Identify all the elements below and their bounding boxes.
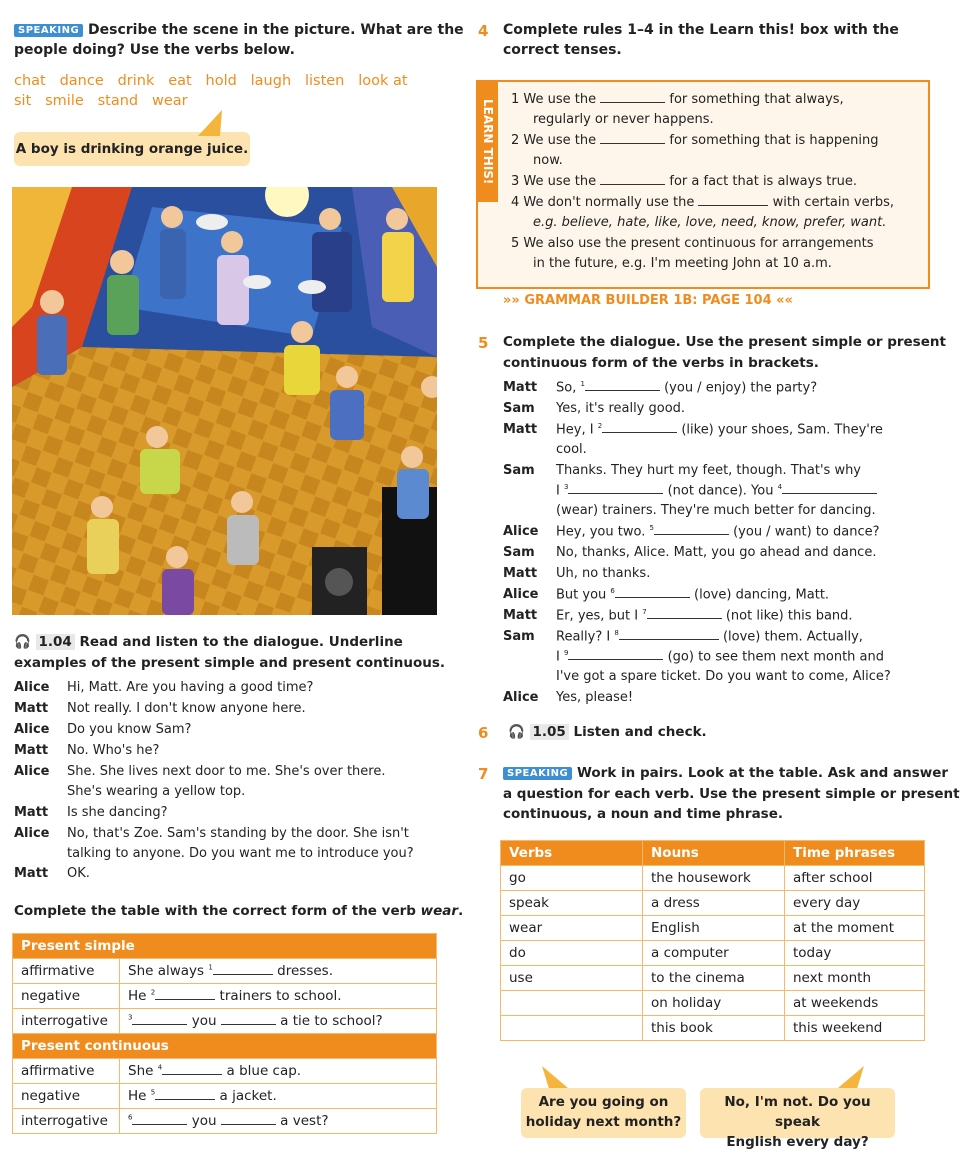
ex6-instruction bbox=[508, 724, 707, 740]
dialogue-line: No, that's Zoe. Sam's standing by the door. She isn't bbox=[67, 826, 409, 841]
table-row bbox=[501, 941, 925, 966]
speaking-badge: SPEAKING bbox=[14, 24, 83, 37]
answer-blank[interactable] bbox=[213, 974, 273, 975]
ex3-instruction-text: Complete the table with the correct form of the verb bbox=[14, 903, 416, 919]
table-cell: to the cinema bbox=[643, 966, 785, 991]
answer-blank[interactable] bbox=[568, 659, 663, 660]
dialogue-line: Do you know Sam? bbox=[67, 722, 192, 737]
table-cell: He $^2$ trainers to school. bbox=[120, 984, 437, 1009]
answer-blank[interactable] bbox=[162, 1074, 222, 1075]
table-cell: $^3$ you a tie to school? bbox=[120, 1009, 437, 1034]
table-row bbox=[501, 916, 925, 941]
question-line1: Are you going on bbox=[538, 1094, 669, 1110]
table-cell: this weekend bbox=[785, 1016, 925, 1041]
ex7-number: 7 bbox=[478, 765, 489, 783]
table-row bbox=[501, 991, 925, 1016]
verb: eat bbox=[168, 73, 192, 89]
answer-blank[interactable] bbox=[698, 205, 768, 206]
speaker: Matt bbox=[503, 380, 538, 395]
table-cell: use bbox=[501, 966, 643, 991]
answer-blank[interactable] bbox=[155, 999, 215, 1000]
speaker: Sam bbox=[503, 629, 535, 644]
answer-line1: No, I'm not. Do you speak bbox=[724, 1094, 871, 1130]
speaker: Alice bbox=[14, 764, 50, 779]
ex1-instruction-line1: Describe the scene in the picture. What are the bbox=[88, 22, 464, 38]
dialogue-line: She. She lives next door to me. She's over there. bbox=[67, 764, 386, 779]
answer-blank[interactable] bbox=[568, 493, 663, 494]
dialogue-line: OK. bbox=[67, 866, 90, 881]
answer-line2: English every day? bbox=[726, 1134, 869, 1150]
ex7-instruction-line3: continuous, a noun and time phrase. bbox=[503, 806, 784, 822]
example-sentence: A boy is drinking orange juice. bbox=[15, 141, 249, 157]
audio-track-number: 1.05 bbox=[530, 724, 569, 740]
verb: wear bbox=[151, 93, 188, 109]
speaker: Alice bbox=[503, 524, 539, 539]
dialogue-line: Is she dancing? bbox=[67, 805, 168, 820]
ex5-number: 5 bbox=[478, 334, 489, 352]
table-cell: a dress bbox=[643, 891, 785, 916]
speaker: Matt bbox=[503, 608, 538, 623]
answer-blank[interactable] bbox=[600, 184, 665, 185]
table-cell bbox=[501, 1016, 643, 1041]
table-cell: the housework bbox=[643, 866, 785, 891]
speaker: Matt bbox=[503, 422, 538, 437]
dialogue-line: I $^3$ (not dance). You $^4$ bbox=[556, 483, 877, 498]
speaker: Matt bbox=[14, 805, 49, 820]
table-row bbox=[501, 1016, 925, 1041]
ex2-instruction-line1 bbox=[14, 634, 403, 650]
dialogue-line: Really? I $^8$ (love) them. Actually, bbox=[556, 629, 863, 645]
row-label: negative bbox=[13, 984, 120, 1009]
rule-5: 5 We also use the present continuous for arrangements bbox=[511, 236, 874, 251]
audio-track-number: 1.04 bbox=[36, 634, 75, 650]
verb: sit bbox=[14, 93, 32, 109]
table-row bbox=[13, 1009, 437, 1034]
table-cell: a computer bbox=[643, 941, 785, 966]
verb: stand bbox=[97, 93, 139, 109]
table-cell: He $^5$ a jacket. bbox=[120, 1084, 437, 1109]
double-chevron-right-icon: »» bbox=[503, 293, 520, 308]
speaker: Alice bbox=[14, 826, 50, 841]
rule-1: 1 We use the for something that always, bbox=[511, 92, 844, 107]
table-cell: speak bbox=[501, 891, 643, 916]
column-header: Nouns bbox=[643, 841, 785, 866]
question-line2: holiday next month? bbox=[525, 1114, 682, 1130]
dialogue-line: No, thanks, Alice. Matt, you go ahead and dance. bbox=[556, 545, 877, 560]
double-chevron-left-icon: «« bbox=[776, 293, 793, 308]
dialogue-line: cool. bbox=[556, 442, 587, 457]
table-cell: wear bbox=[501, 916, 643, 941]
row-label: affirmative bbox=[13, 1059, 120, 1084]
answer-blank[interactable] bbox=[221, 1124, 276, 1125]
speaker: Sam bbox=[503, 401, 535, 416]
table-cell: at weekends bbox=[785, 991, 925, 1016]
verb-forms-table bbox=[12, 933, 437, 1134]
answer-blank[interactable] bbox=[619, 639, 719, 640]
rule-1-cont: regularly or never happens. bbox=[533, 112, 714, 127]
learn-this-tab: LEARN THIS! bbox=[478, 82, 498, 202]
row-label: affirmative bbox=[13, 959, 120, 984]
answer-blank[interactable] bbox=[615, 597, 690, 598]
verb: hold bbox=[205, 73, 237, 89]
section-header: Present continuous bbox=[13, 1034, 437, 1059]
table-cell: She $^4$ a blue cap. bbox=[120, 1059, 437, 1084]
table-cell: English bbox=[643, 916, 785, 941]
rule-4-examples: e.g. believe, hate, like, love, need, know, prefer, want. bbox=[533, 215, 887, 230]
verb: smile bbox=[45, 93, 84, 109]
speaker: Alice bbox=[14, 722, 50, 737]
verb: listen bbox=[304, 73, 345, 89]
dialogue-line: But you $^6$ (love) dancing, Matt. bbox=[556, 587, 830, 603]
bubble-tail bbox=[190, 110, 230, 136]
dialogue-line: Hey, you two. $^5$ (you / want) to dance? bbox=[556, 524, 880, 540]
rule-3: 3 We use the for a fact that is always true. bbox=[511, 174, 858, 189]
verb: dance bbox=[59, 73, 104, 89]
table-row bbox=[13, 959, 437, 984]
learn-this-box bbox=[476, 80, 930, 289]
answer-blank[interactable] bbox=[221, 1024, 276, 1025]
table-cell: $^6$ you a vest? bbox=[120, 1109, 437, 1134]
ex4-instruction-line2: correct tenses. bbox=[503, 42, 622, 58]
table-cell: today bbox=[785, 941, 925, 966]
dialogue-line: Yes, it's really good. bbox=[556, 401, 686, 416]
speaker: Sam bbox=[503, 545, 535, 560]
ex4-instruction-line1: Complete rules 1–4 in the Learn this! box with the bbox=[503, 22, 899, 38]
audio-icon[interactable]: 🎧 bbox=[508, 724, 525, 740]
audio-icon[interactable]: 🎧 bbox=[14, 634, 31, 650]
answer-speech-bubble bbox=[700, 1088, 895, 1150]
verb: drink bbox=[117, 73, 155, 89]
speaker: Matt bbox=[503, 566, 538, 581]
dialogue-line: Not really. I don't know anyone here. bbox=[67, 701, 306, 716]
rule-4: 4 We don't normally use the with certain verbs, bbox=[511, 195, 895, 210]
table-cell: She always $^1$ dresses. bbox=[120, 959, 437, 984]
dialogue-line: (wear) trainers. They're much better for dancing. bbox=[556, 503, 876, 518]
ex3-instruction: Complete the table with the correct form of the verb wear. bbox=[14, 903, 464, 919]
dialogue-line: So, $^1$ (you / enjoy) the party? bbox=[556, 380, 818, 396]
ex2-instruction-line2: examples of the present simple and present continuous. bbox=[14, 655, 446, 671]
dialogue-line: Hey, I $^2$ (like) your shoes, Sam. They're bbox=[556, 422, 883, 438]
ex7-instruction-line2: a question for each verb. Use the present simple or present bbox=[503, 786, 960, 802]
ex1-instruction-line2: people doing? Use the verbs below. bbox=[14, 42, 295, 58]
table-cell: go bbox=[501, 866, 643, 891]
dialogue-line: Er, yes, but I $^7$ (not like) this band. bbox=[556, 608, 853, 624]
speaker: Alice bbox=[503, 690, 539, 705]
party-illustration bbox=[12, 187, 437, 615]
answer-blank[interactable] bbox=[155, 1099, 215, 1100]
verb: chat bbox=[14, 73, 46, 89]
dialogue-line: I $^9$ (go) to see them next month and bbox=[556, 649, 885, 665]
table-row bbox=[13, 984, 437, 1009]
ex5-instruction-line2: continuous form of the verbs in brackets. bbox=[503, 355, 819, 371]
speaker: Alice bbox=[503, 587, 539, 602]
answer-blank[interactable] bbox=[585, 390, 660, 391]
speaker: Matt bbox=[14, 866, 49, 881]
answer-blank[interactable] bbox=[132, 1124, 187, 1125]
table-row bbox=[501, 866, 925, 891]
table-row bbox=[501, 891, 925, 916]
ex2-instruction-text: Read and listen to the dialogue. Underline bbox=[79, 634, 403, 650]
rule-5-cont: in the future, e.g. I'm meeting John at 10 a.m. bbox=[533, 256, 832, 271]
speaker: Sam bbox=[503, 463, 535, 478]
dialogue-line: Uh, no thanks. bbox=[556, 566, 651, 581]
dialogue-line: I've got a spare ticket. Do you want to come, Alice? bbox=[556, 669, 891, 684]
table-cell bbox=[501, 991, 643, 1016]
table-cell: do bbox=[501, 941, 643, 966]
example-speech-bubble bbox=[14, 132, 250, 166]
answer-blank[interactable] bbox=[602, 432, 677, 433]
grammar-builder-text: GRAMMAR BUILDER 1B: PAGE 104 bbox=[524, 293, 772, 308]
ex6-number: 6 bbox=[478, 724, 489, 742]
table-row bbox=[501, 966, 925, 991]
answer-blank[interactable] bbox=[600, 102, 665, 103]
speaker: Matt bbox=[14, 743, 49, 758]
grammar-builder-link[interactable] bbox=[503, 293, 793, 308]
table-cell: after school bbox=[785, 866, 925, 891]
row-label: negative bbox=[13, 1084, 120, 1109]
table-cell: this book bbox=[643, 1016, 785, 1041]
speaker: Alice bbox=[14, 680, 50, 695]
table-cell: next month bbox=[785, 966, 925, 991]
row-label: interrogative bbox=[13, 1009, 120, 1034]
dialogue-line: Yes, please! bbox=[556, 690, 634, 705]
dialogue-line: Hi, Matt. Are you having a good time? bbox=[67, 680, 314, 695]
row-label: interrogative bbox=[13, 1109, 120, 1134]
speaking-badge: SPEAKING bbox=[503, 767, 572, 780]
table-cell: every day bbox=[785, 891, 925, 916]
table-cell: on holiday bbox=[643, 991, 785, 1016]
verbs-nouns-table bbox=[500, 840, 925, 1041]
question-speech-bubble bbox=[521, 1088, 686, 1138]
rule-2: 2 We use the for something that is happening bbox=[511, 133, 879, 148]
rule-2-cont: now. bbox=[533, 153, 563, 168]
column-header: Verbs bbox=[501, 841, 643, 866]
verb-list-row2 bbox=[14, 93, 188, 109]
ex3-verb: wear bbox=[420, 903, 459, 919]
table-header-row bbox=[501, 841, 925, 866]
dialogue-line: No. Who's he? bbox=[67, 743, 160, 758]
table-cell: at the moment bbox=[785, 916, 925, 941]
dialogue-line: talking to anyone. Do you want me to introduce you? bbox=[67, 846, 414, 861]
answer-blank[interactable] bbox=[654, 534, 729, 535]
verb: look at bbox=[358, 73, 408, 89]
speaker: Matt bbox=[14, 701, 49, 716]
answer-blank[interactable] bbox=[132, 1024, 187, 1025]
column-header: Time phrases bbox=[785, 841, 925, 866]
answer-blank[interactable] bbox=[647, 618, 722, 619]
section-header: Present simple bbox=[13, 934, 437, 959]
answer-blank[interactable] bbox=[782, 493, 877, 494]
dialogue-line: Thanks. They hurt my feet, though. That's why bbox=[556, 463, 862, 478]
dialogue-line: She's wearing a yellow top. bbox=[67, 784, 246, 799]
table-row bbox=[13, 1084, 437, 1109]
verb-list-row1 bbox=[14, 73, 408, 89]
ex7-instruction-line1: Work in pairs. Look at the table. Ask and answer bbox=[577, 765, 949, 781]
answer-blank[interactable] bbox=[600, 143, 665, 144]
ex5-instruction-line1: Complete the dialogue. Use the present simple or present bbox=[503, 334, 946, 350]
verb: laugh bbox=[250, 73, 292, 89]
ex6-text: Listen and check. bbox=[573, 724, 707, 740]
ex4-number: 4 bbox=[478, 22, 489, 40]
table-row bbox=[13, 1109, 437, 1134]
table-row bbox=[13, 1059, 437, 1084]
